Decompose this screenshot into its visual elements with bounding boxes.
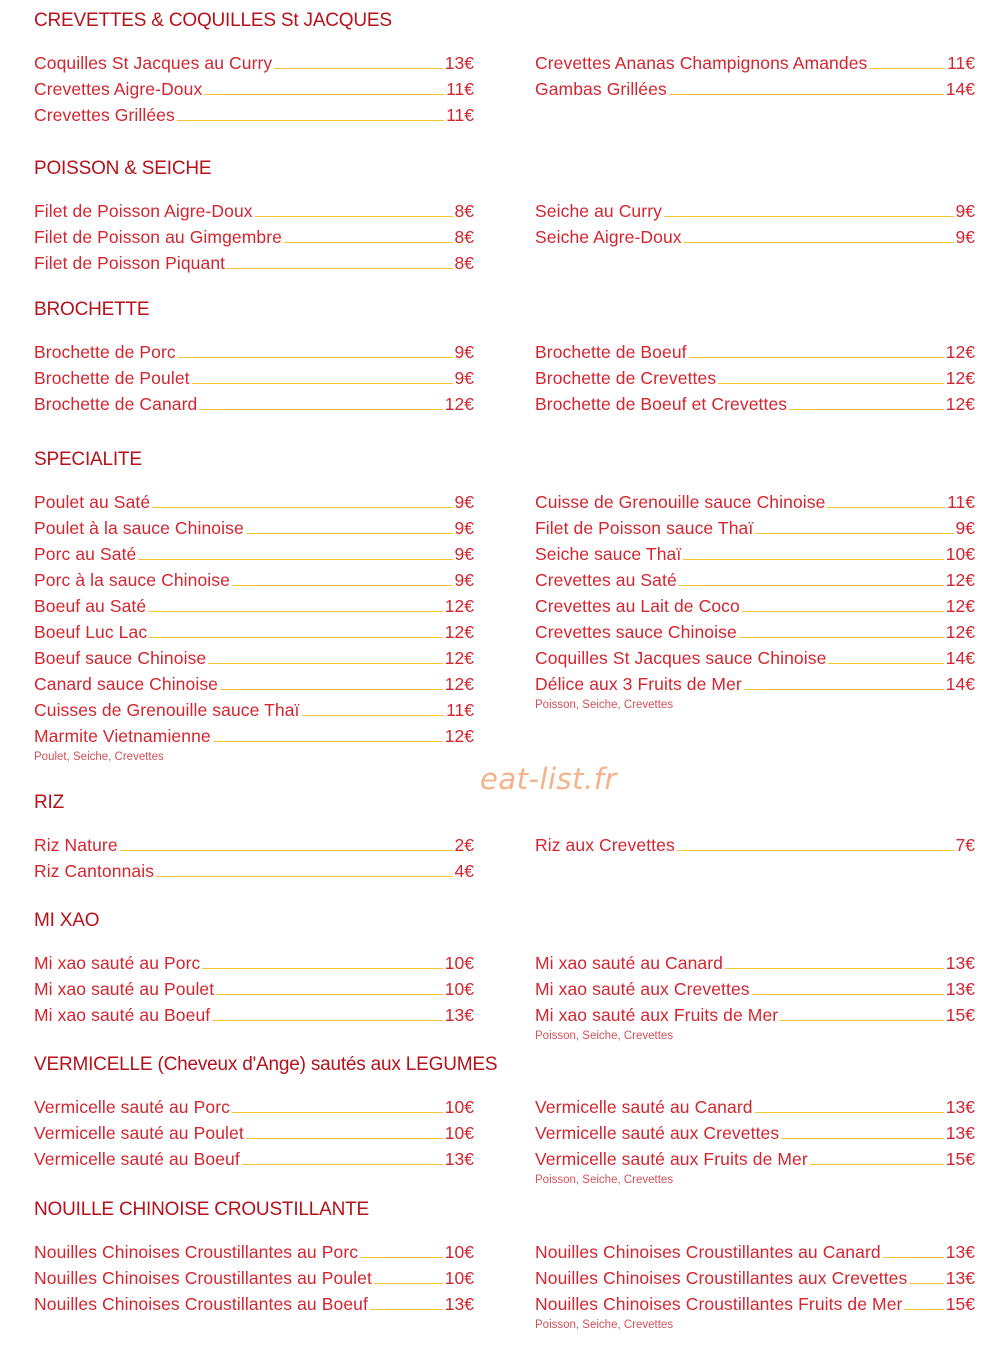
- leader-line: [789, 409, 944, 410]
- menu-item: [34, 565, 474, 591]
- leader-line: [120, 850, 453, 851]
- left-column: [34, 487, 474, 763]
- menu-item: [535, 487, 975, 513]
- leader-line: [138, 559, 452, 560]
- item-name: Mi xao sauté aux Crevettes: [535, 979, 750, 999]
- item-name: Nouilles Chinoises Croustillantes au Poulet: [34, 1268, 372, 1288]
- item-name: Nouilles Chinoises Croustillantes au Porc: [34, 1242, 359, 1262]
- item-price: 11€: [446, 700, 474, 720]
- leader-line: [781, 1138, 944, 1139]
- item-price: 10€: [444, 979, 474, 999]
- item-price: 13€: [444, 1149, 474, 1169]
- item-name: Mi xao sauté au Porc: [34, 953, 201, 973]
- menu-item: [34, 337, 474, 363]
- section-title: VERMICELLE (Cheveux d'Ange) sautés aux LEGUMES: [34, 1054, 498, 1075]
- leader-line: [684, 242, 954, 243]
- leader-line: [744, 689, 944, 690]
- section-title: POISSON & SEICHE: [34, 158, 212, 179]
- menu-item: [535, 617, 975, 643]
- menu-item: [535, 643, 975, 669]
- menu-item: [535, 565, 975, 591]
- leader-line: [869, 68, 945, 69]
- item-name: Brochette de Canard: [34, 394, 198, 414]
- item-name: Seiche au Curry: [535, 201, 662, 221]
- item-price: 10€: [444, 1242, 474, 1262]
- menu-item: [34, 643, 474, 669]
- item-name: Cuisse de Grenouille sauce Chinoise: [535, 492, 826, 512]
- menu-item: [34, 1092, 474, 1118]
- item-price: 2€: [454, 835, 474, 855]
- item-name: Nouilles Chinoises Croustillantes au Boeuf: [34, 1294, 368, 1314]
- menu-item: [34, 248, 474, 274]
- leader-line: [227, 268, 452, 269]
- item-price: 13€: [945, 979, 975, 999]
- right-column: [535, 1092, 975, 1186]
- item-name: Boeuf sauce Chinoise: [34, 648, 207, 668]
- item-name: Poulet à la sauce Chinoise: [34, 518, 244, 538]
- item-price: 12€: [945, 342, 975, 362]
- right-column: [535, 830, 975, 856]
- item-name: Seiche sauce Thaï: [535, 544, 682, 564]
- menu-item: [34, 830, 474, 856]
- item-name: Boeuf Luc Lac: [34, 622, 148, 642]
- item-name: Porc à la sauce Chinoise: [34, 570, 230, 590]
- leader-line: [370, 1309, 443, 1310]
- right-column: [535, 487, 975, 711]
- leader-line: [810, 1164, 944, 1165]
- item-price: 10€: [444, 1123, 474, 1143]
- item-name: Délice aux 3 Fruits de Mer: [535, 674, 742, 694]
- menu-item: [535, 591, 975, 617]
- leader-line: [220, 689, 443, 690]
- leader-line: [152, 507, 452, 508]
- item-price: 12€: [945, 394, 975, 414]
- item-name: Filet de Poisson Aigre-Doux: [34, 201, 253, 221]
- item-name: Vermicelle sauté au Boeuf: [34, 1149, 240, 1169]
- menu-item: [34, 1000, 474, 1026]
- item-price: 8€: [454, 227, 474, 247]
- menu-item: [535, 389, 975, 415]
- left-column: [34, 337, 474, 415]
- leader-line: [302, 715, 445, 716]
- menu-item: [535, 363, 975, 389]
- item-name: Brochette de Crevettes: [535, 368, 717, 388]
- menu-item: [535, 1092, 975, 1118]
- menu-item: [535, 1000, 975, 1026]
- menu-item: [535, 513, 975, 539]
- menu-item: [34, 1144, 474, 1170]
- item-price: 9€: [454, 368, 474, 388]
- leader-line: [664, 216, 954, 217]
- item-price: 10€: [444, 953, 474, 973]
- menu-item: [34, 1263, 474, 1289]
- item-price: 12€: [444, 648, 474, 668]
- menu-item: [34, 974, 474, 1000]
- item-price: 13€: [945, 1268, 975, 1288]
- right-column: [535, 1237, 975, 1331]
- menu-item: [34, 695, 474, 721]
- leader-line: [192, 383, 453, 384]
- item-name: Nouilles Chinoises Croustillantes au Canard: [535, 1242, 881, 1262]
- leader-line: [904, 1309, 943, 1310]
- item-price: 9€: [955, 227, 975, 247]
- menu-item: [535, 1118, 975, 1144]
- item-price: 15€: [945, 1005, 975, 1025]
- menu-item: [535, 74, 975, 100]
- item-price: 12€: [945, 622, 975, 642]
- item-price: 12€: [444, 674, 474, 694]
- menu-item: [535, 948, 975, 974]
- leader-line: [718, 383, 944, 384]
- item-price: 13€: [945, 1123, 975, 1143]
- leader-line: [216, 994, 443, 995]
- leader-line: [679, 585, 944, 586]
- item-price: 8€: [454, 253, 474, 273]
- menu-item: [34, 539, 474, 565]
- item-price: 11€: [446, 79, 474, 99]
- item-name: Vermicelle sauté au Porc: [34, 1097, 230, 1117]
- item-name: Crevettes au Lait de Coco: [535, 596, 740, 616]
- item-price: 8€: [454, 201, 474, 221]
- leader-line: [883, 1257, 944, 1258]
- item-price: 13€: [945, 1242, 975, 1262]
- section-title: RIZ: [34, 792, 65, 813]
- leader-line: [374, 1283, 443, 1284]
- leader-line: [208, 663, 443, 664]
- menu-item: [535, 539, 975, 565]
- item-name: Riz Cantonnais: [34, 861, 155, 881]
- leader-line: [232, 1112, 443, 1113]
- item-price: 9€: [955, 201, 975, 221]
- menu-item: [34, 487, 474, 513]
- left-column: [34, 48, 474, 126]
- leader-line: [246, 1138, 443, 1139]
- leader-line: [827, 507, 945, 508]
- left-column: [34, 830, 474, 882]
- item-price: 15€: [945, 1149, 975, 1169]
- leader-line: [149, 637, 443, 638]
- item-name: Vermicelle sauté au Poulet: [34, 1123, 244, 1143]
- menu-item: [34, 1237, 474, 1263]
- item-name: Gambas Grillées: [535, 79, 667, 99]
- item-price: 15€: [945, 1294, 975, 1314]
- left-column: [34, 948, 474, 1026]
- item-name: Coquilles St Jacques sauce Chinoise: [535, 648, 827, 668]
- right-column: [535, 48, 975, 100]
- item-price: 12€: [444, 622, 474, 642]
- item-name: Brochette de Poulet: [34, 368, 190, 388]
- item-price: 13€: [444, 53, 474, 73]
- item-name: Brochette de Boeuf: [535, 342, 687, 362]
- leader-line: [689, 357, 944, 358]
- item-name: Nouilles Chinoises Croustillantes aux Crevettes: [535, 1268, 908, 1288]
- leader-line: [177, 120, 444, 121]
- item-note: Poulet, Seiche, Crevettes: [34, 751, 164, 763]
- item-price: 10€: [444, 1268, 474, 1288]
- menu-item: [535, 1237, 975, 1263]
- item-name: Brochette de Porc: [34, 342, 176, 362]
- menu-item: [34, 222, 474, 248]
- menu-item: [34, 196, 474, 222]
- leader-line: [739, 637, 944, 638]
- menu-item: [34, 669, 474, 695]
- menu-item: [34, 721, 474, 747]
- section-title: SPECIALITE: [34, 449, 142, 470]
- item-name: Seiche Aigre-Doux: [535, 227, 682, 247]
- menu-item: [535, 974, 975, 1000]
- item-name: Filet de Poisson sauce Thaï: [535, 518, 754, 538]
- leader-line: [828, 663, 943, 664]
- item-price: 13€: [945, 953, 975, 973]
- item-name: Coquilles St Jacques au Curry: [34, 53, 273, 73]
- leader-line: [669, 94, 944, 95]
- item-price: 11€: [947, 53, 975, 73]
- item-price: 12€: [444, 394, 474, 414]
- item-price: 13€: [945, 1097, 975, 1117]
- item-name: Mi xao sauté aux Fruits de Mer: [535, 1005, 779, 1025]
- menu-item: [34, 591, 474, 617]
- leader-line: [178, 357, 453, 358]
- section-title: MI XAO: [34, 910, 100, 931]
- item-price: 9€: [955, 518, 975, 538]
- menu-item: [34, 100, 474, 126]
- item-note: Poisson, Seiche, Crevettes: [535, 1319, 674, 1331]
- item-note: Poisson, Seiche, Crevettes: [535, 1030, 674, 1042]
- leader-line: [246, 533, 453, 534]
- item-price: 7€: [955, 835, 975, 855]
- leader-line: [742, 611, 944, 612]
- leader-line: [780, 1020, 944, 1021]
- item-price: 9€: [454, 518, 474, 538]
- menu-item: [535, 222, 975, 248]
- leader-line: [909, 1283, 943, 1284]
- leader-line: [213, 741, 443, 742]
- item-price: 13€: [444, 1005, 474, 1025]
- item-price: 12€: [945, 596, 975, 616]
- watermark: eat-list.fr: [480, 762, 617, 796]
- item-name: Riz Nature: [34, 835, 118, 855]
- leader-line: [242, 1164, 443, 1165]
- left-column: [34, 1092, 474, 1170]
- item-price: 12€: [945, 570, 975, 590]
- menu-item: [535, 830, 975, 856]
- item-name: Mi xao sauté au Poulet: [34, 979, 215, 999]
- menu-item: [535, 1263, 975, 1289]
- right-column: [535, 948, 975, 1042]
- item-name: Poulet au Saté: [34, 492, 151, 512]
- section-title: BROCHETTE: [34, 299, 150, 320]
- item-name: Mi xao sauté au Canard: [535, 953, 724, 973]
- item-price: 14€: [945, 79, 975, 99]
- item-name: Riz aux Crevettes: [535, 835, 675, 855]
- leader-line: [677, 850, 954, 851]
- leader-line: [274, 68, 443, 69]
- right-column: [535, 196, 975, 248]
- item-price: 12€: [444, 726, 474, 746]
- leader-line: [212, 1020, 443, 1021]
- item-name: Filet de Poisson Piquant: [34, 253, 226, 273]
- item-name: Filet de Poisson au Gimgembre: [34, 227, 283, 247]
- menu-item: [34, 48, 474, 74]
- item-name: Crevettes Ananas Champignons Amandes: [535, 53, 868, 73]
- menu-item: [535, 196, 975, 222]
- item-price: 9€: [454, 544, 474, 564]
- item-name: Brochette de Boeuf et Crevettes: [535, 394, 788, 414]
- item-name: Vermicelle sauté aux Fruits de Mer: [535, 1149, 808, 1169]
- item-note: Poisson, Seiche, Crevettes: [535, 699, 674, 711]
- item-price: 14€: [945, 674, 975, 694]
- leader-line: [755, 1112, 944, 1113]
- menu-item: [34, 617, 474, 643]
- menu-item: [34, 513, 474, 539]
- leader-line: [232, 585, 453, 586]
- item-price: 12€: [945, 368, 975, 388]
- left-column: [34, 1237, 474, 1315]
- menu-item: [535, 48, 975, 74]
- item-price: 9€: [454, 342, 474, 362]
- item-name: Crevettes au Saté: [535, 570, 677, 590]
- leader-line: [725, 968, 944, 969]
- item-name: Marmite Vietnamienne: [34, 726, 211, 746]
- item-name: Canard sauce Chinoise: [34, 674, 219, 694]
- item-name: Cuisses de Grenouille sauce Thaï: [34, 700, 300, 720]
- menu-item: [535, 669, 975, 695]
- leader-line: [156, 876, 452, 877]
- item-price: 14€: [945, 648, 975, 668]
- section-title: CREVETTES & COQUILLES St JACQUES: [34, 10, 392, 31]
- leader-line: [255, 216, 453, 217]
- item-price: 12€: [444, 596, 474, 616]
- item-name: Boeuf au Saté: [34, 596, 147, 616]
- leader-line: [284, 242, 453, 243]
- item-name: Crevettes sauce Chinoise: [535, 622, 737, 642]
- menu-item: [34, 74, 474, 100]
- item-price: 9€: [454, 492, 474, 512]
- leader-line: [202, 968, 442, 969]
- leader-line: [755, 533, 953, 534]
- item-name: Crevettes Aigre-Doux: [34, 79, 203, 99]
- item-note: Poisson, Seiche, Crevettes: [535, 1174, 674, 1186]
- left-column: [34, 196, 474, 274]
- menu-item: [34, 363, 474, 389]
- leader-line: [199, 409, 442, 410]
- item-price: 11€: [947, 492, 975, 512]
- menu-item: [34, 1289, 474, 1315]
- section-title: NOUILLE CHINOISE CROUSTILLANTE: [34, 1199, 370, 1220]
- menu-item: [535, 1289, 975, 1315]
- menu-item: [34, 1118, 474, 1144]
- menu-item: [535, 337, 975, 363]
- leader-line: [148, 611, 443, 612]
- item-price: 13€: [444, 1294, 474, 1314]
- item-name: Vermicelle sauté aux Crevettes: [535, 1123, 780, 1143]
- right-column: [535, 337, 975, 415]
- item-name: Crevettes Grillées: [34, 105, 175, 125]
- item-price: 9€: [454, 570, 474, 590]
- item-price: 11€: [446, 105, 474, 125]
- menu-item: [34, 856, 474, 882]
- item-price: 4€: [454, 861, 474, 881]
- item-name: Nouilles Chinoises Croustillantes Fruits de Mer: [535, 1294, 903, 1314]
- item-name: Vermicelle sauté au Canard: [535, 1097, 753, 1117]
- leader-line: [360, 1257, 443, 1258]
- menu-item: [535, 1144, 975, 1170]
- item-name: Porc au Saté: [34, 544, 137, 564]
- leader-line: [683, 559, 943, 560]
- leader-line: [752, 994, 944, 995]
- menu-item: [34, 948, 474, 974]
- leader-line: [204, 94, 444, 95]
- menu-item: [34, 389, 474, 415]
- item-name: Mi xao sauté au Boeuf: [34, 1005, 211, 1025]
- item-price: 10€: [945, 544, 975, 564]
- item-price: 10€: [444, 1097, 474, 1117]
